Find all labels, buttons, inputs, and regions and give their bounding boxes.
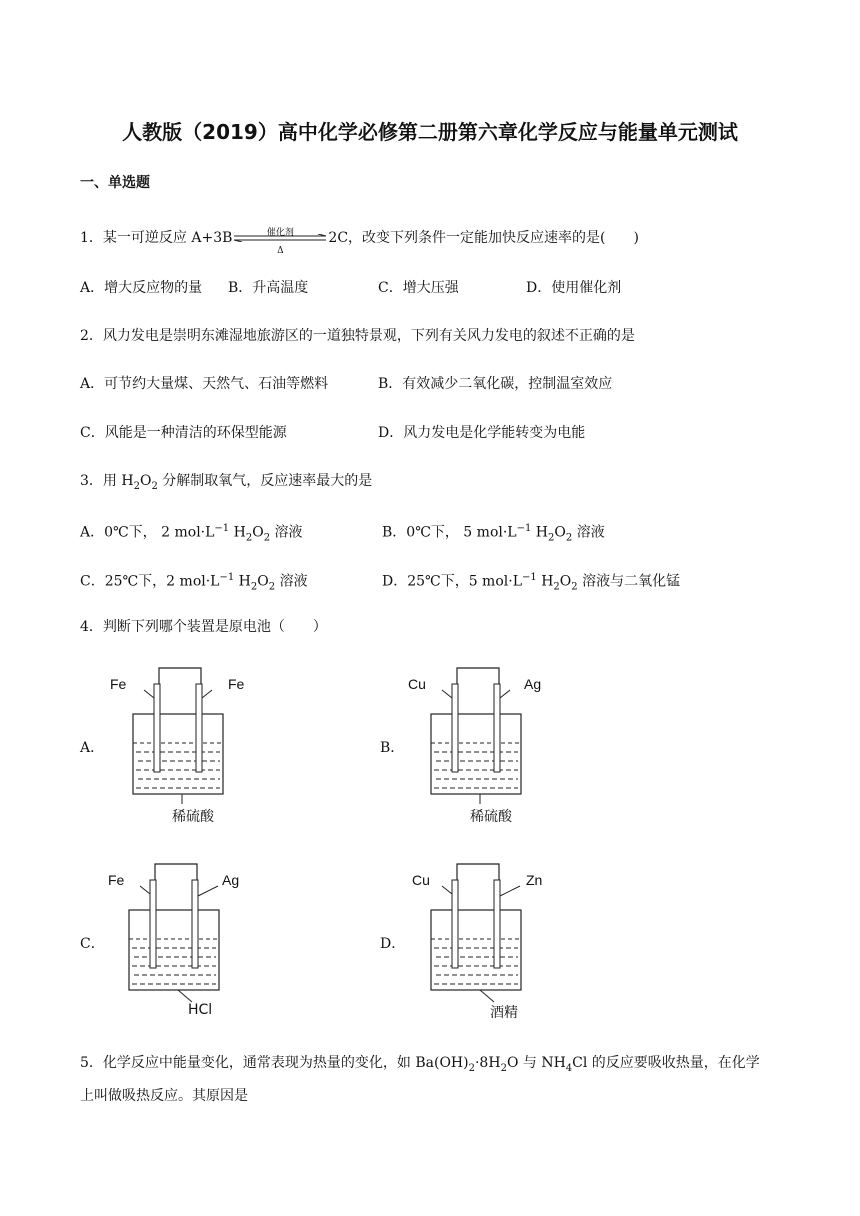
electrode-right-label: Ag — [524, 676, 542, 692]
q2-option-c: C．风能是一种清洁的环保型能源 — [80, 425, 287, 441]
question-2: 2．风力发电是崇明东滩湿地旅游区的一道独特景观，下列有关风力发电的叙述不正确的是 — [80, 328, 635, 344]
electrode-left-label: Cu — [408, 676, 426, 692]
apparatus-d — [398, 856, 558, 1026]
question-5-line-1: 5．化学反应中能量变化，通常表现为热量的变化，如 $Ba(OH)_2\cdot 8H_2O$ 与 $NH_4Cl$ 的反应要吸收热量，在化学 — [80, 1055, 760, 1074]
electrode-left-label: Cu — [412, 872, 430, 888]
apparatus-b — [398, 660, 558, 830]
electrode-right-label: Fe — [228, 676, 245, 692]
reversible-arrow — [232, 225, 328, 256]
solution-label: 稀硫酸 — [172, 809, 214, 825]
q1-stem-prefix: 1．某一可逆反应 A+3B — [80, 230, 233, 246]
q2-option-b: B．有效减少二氧化碳，控制温室效应 — [378, 376, 613, 392]
q1-option-a: A．增大反应物的量 — [80, 280, 203, 296]
q3-option-a: A．0℃下， 2 $mol\cdot L^{-1}$ $H_2O_2$ 溶液 — [80, 523, 303, 544]
solution-label: 酒精 — [490, 1005, 518, 1021]
question-5-line-2: 上叫做吸热反应。其原因是 — [80, 1088, 248, 1104]
solution-label: 稀硫酸 — [470, 809, 512, 825]
catalyst-label: 催化剂 — [266, 228, 294, 238]
question-3: 3．用 $H_2O_2$ 分解制取氧气，反应速率最大的是 — [80, 473, 373, 492]
q1-stem-suffix: 2C，改变下列条件一定能加快反应速率的是( ) — [328, 230, 639, 246]
question-1 — [80, 225, 639, 256]
q2-option-a: A．可节约大量煤、天然气、石油等燃料 — [80, 376, 329, 392]
apparatus-c — [96, 856, 256, 1026]
q1-option-d: D．使用催化剂 — [526, 280, 622, 296]
q1-option-b: B．升高温度 — [228, 280, 309, 296]
section-heading: 一、单选题 — [80, 175, 150, 191]
page-title: 人教版（2019）高中化学必修第二册第六章化学反应与能量单元测试 — [122, 120, 738, 144]
q3-option-b: B．0℃下， 5 $mol\cdot L^{-1}$ $H_2O_2$ 溶液 — [382, 523, 605, 544]
q4-option-d-letter: D． — [380, 936, 406, 952]
electrode-left-label: Fe — [108, 872, 125, 888]
q4-option-c-letter: C． — [80, 936, 105, 952]
question-4: 4．判断下列哪个装置是原电池（ ） — [80, 619, 327, 635]
q3-option-c: C．25℃下，2 $mol\cdot L^{-1}$ $H_2O_2$ 溶液 — [80, 572, 308, 593]
electrode-left-label: Fe — [110, 676, 127, 692]
electrode-right-label: Zn — [526, 872, 543, 888]
q1-option-c: C．增大压强 — [378, 280, 459, 296]
solution-label: HCl — [188, 1002, 213, 1018]
q4-option-b-letter: B． — [380, 740, 405, 756]
heat-label: Δ — [277, 246, 284, 256]
q2-option-d: D．风力发电是化学能转变为电能 — [378, 425, 586, 441]
q3-option-d: D．25℃下，5 $mol\cdot L^{-1}$ $H_2O_2$ 溶液与二氧化锰 — [382, 572, 681, 593]
apparatus-a — [100, 660, 260, 830]
electrode-right-label: Ag — [222, 872, 240, 888]
q4-option-a-letter: A． — [80, 740, 105, 756]
